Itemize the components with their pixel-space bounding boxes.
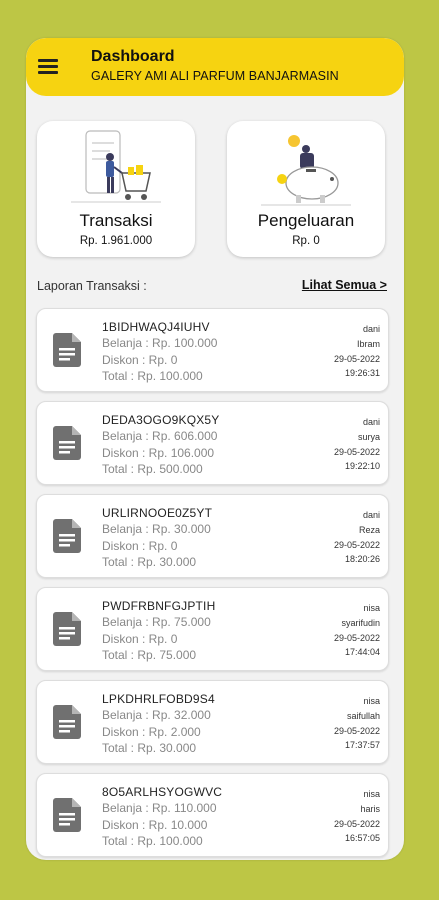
document-icon (53, 333, 81, 367)
cashier-name: nisa (363, 789, 380, 799)
transaction-date: 29-05-2022 (333, 726, 380, 736)
transaction-time: 17:37:57 (344, 740, 380, 750)
pengeluaran-label: Pengeluaran (257, 211, 355, 230)
transaction-time: 16:57:05 (344, 833, 380, 843)
document-icon (53, 612, 81, 646)
cashier-name: dani (362, 510, 380, 520)
see-all-link[interactable]: Lihat Semua > (301, 278, 387, 292)
transaction-code: PWDFRBNFGJPTIH (102, 599, 216, 613)
shopping-cart-illustration (66, 129, 166, 209)
document-icon (53, 519, 81, 553)
piggy-bank-illustration (256, 129, 356, 209)
total-amount: Total : Rp. 100.000 (102, 834, 203, 848)
transaction-code: 8O5ARLHSYOGWVC (102, 785, 223, 799)
customer-name: Ibram (356, 339, 380, 349)
customer-name: Reza (358, 525, 380, 535)
transaction-date: 29-05-2022 (333, 540, 380, 550)
transaction-time: 17:44:04 (344, 647, 380, 657)
transaction-code: LPKDHRLFOBD9S4 (102, 692, 215, 706)
report-section-title: Laporan Transaksi : (37, 279, 147, 293)
diskon-amount: Diskon : Rp. 10.000 (102, 818, 208, 832)
customer-name: syarifudin (341, 618, 380, 628)
pengeluaran-value: Rp. 0 (292, 235, 320, 247)
transaction-item[interactable] (36, 494, 389, 578)
cashier-name: dani (362, 324, 380, 334)
total-amount: Total : Rp. 100.000 (102, 369, 203, 383)
transaction-time: 19:26:31 (344, 368, 380, 378)
belanja-amount: Belanja : Rp. 606.000 (102, 429, 218, 443)
transaksi-card[interactable] (37, 121, 195, 257)
customer-name: haris (360, 804, 380, 814)
transaction-code: DEDA3OGO9KQX5Y (102, 413, 220, 427)
total-amount: Total : Rp. 30.000 (102, 741, 197, 755)
document-icon (53, 426, 81, 460)
app-bar (26, 38, 404, 96)
diskon-amount: Diskon : Rp. 106.000 (102, 446, 215, 460)
transaction-date: 29-05-2022 (333, 447, 380, 457)
hamburger-menu-icon[interactable] (38, 59, 58, 75)
customer-name: surya (357, 432, 380, 442)
transaction-code: URLIRNOOE0Z5YT (102, 506, 213, 520)
transaction-time: 19:22:10 (344, 461, 380, 471)
transaction-date: 29-05-2022 (333, 354, 380, 364)
transaksi-label: Transaksi (79, 211, 153, 230)
transaction-item[interactable] (36, 680, 389, 764)
document-icon (53, 705, 81, 739)
customer-name: saifullah (346, 711, 380, 721)
total-amount: Total : Rp. 500.000 (102, 462, 203, 476)
transaction-item[interactable] (36, 308, 389, 392)
diskon-amount: Diskon : Rp. 0 (102, 353, 178, 367)
transaction-date: 29-05-2022 (333, 819, 380, 829)
transaction-item[interactable] (36, 587, 389, 671)
diskon-amount: Diskon : Rp. 2.000 (102, 725, 201, 739)
cashier-name: nisa (363, 603, 380, 613)
belanja-amount: Belanja : Rp. 75.000 (102, 615, 211, 629)
transaction-item[interactable] (36, 773, 389, 857)
phone-screen (26, 38, 404, 860)
page-title: Dashboard (91, 48, 175, 65)
store-name: GALERY AMI ALI PARFUM BANJARMASIN (91, 69, 339, 83)
transaction-date: 29-05-2022 (333, 633, 380, 643)
total-amount: Total : Rp. 75.000 (102, 648, 197, 662)
cashier-name: nisa (363, 696, 380, 706)
transaksi-value: Rp. 1.961.000 (79, 235, 153, 247)
document-icon (53, 798, 81, 832)
belanja-amount: Belanja : Rp. 30.000 (102, 522, 211, 536)
diskon-amount: Diskon : Rp. 0 (102, 632, 178, 646)
belanja-amount: Belanja : Rp. 32.000 (102, 708, 211, 722)
transaction-code: 1BIDHWAQJ4IUHV (102, 320, 210, 334)
belanja-amount: Belanja : Rp. 110.000 (102, 801, 217, 815)
pengeluaran-card[interactable] (227, 121, 385, 257)
cashier-name: dani (362, 417, 380, 427)
transaction-time: 18:20:26 (344, 554, 380, 564)
belanja-amount: Belanja : Rp. 100.000 (102, 336, 218, 350)
transaction-item[interactable] (36, 401, 389, 485)
total-amount: Total : Rp. 30.000 (102, 555, 197, 569)
diskon-amount: Diskon : Rp. 0 (102, 539, 178, 553)
